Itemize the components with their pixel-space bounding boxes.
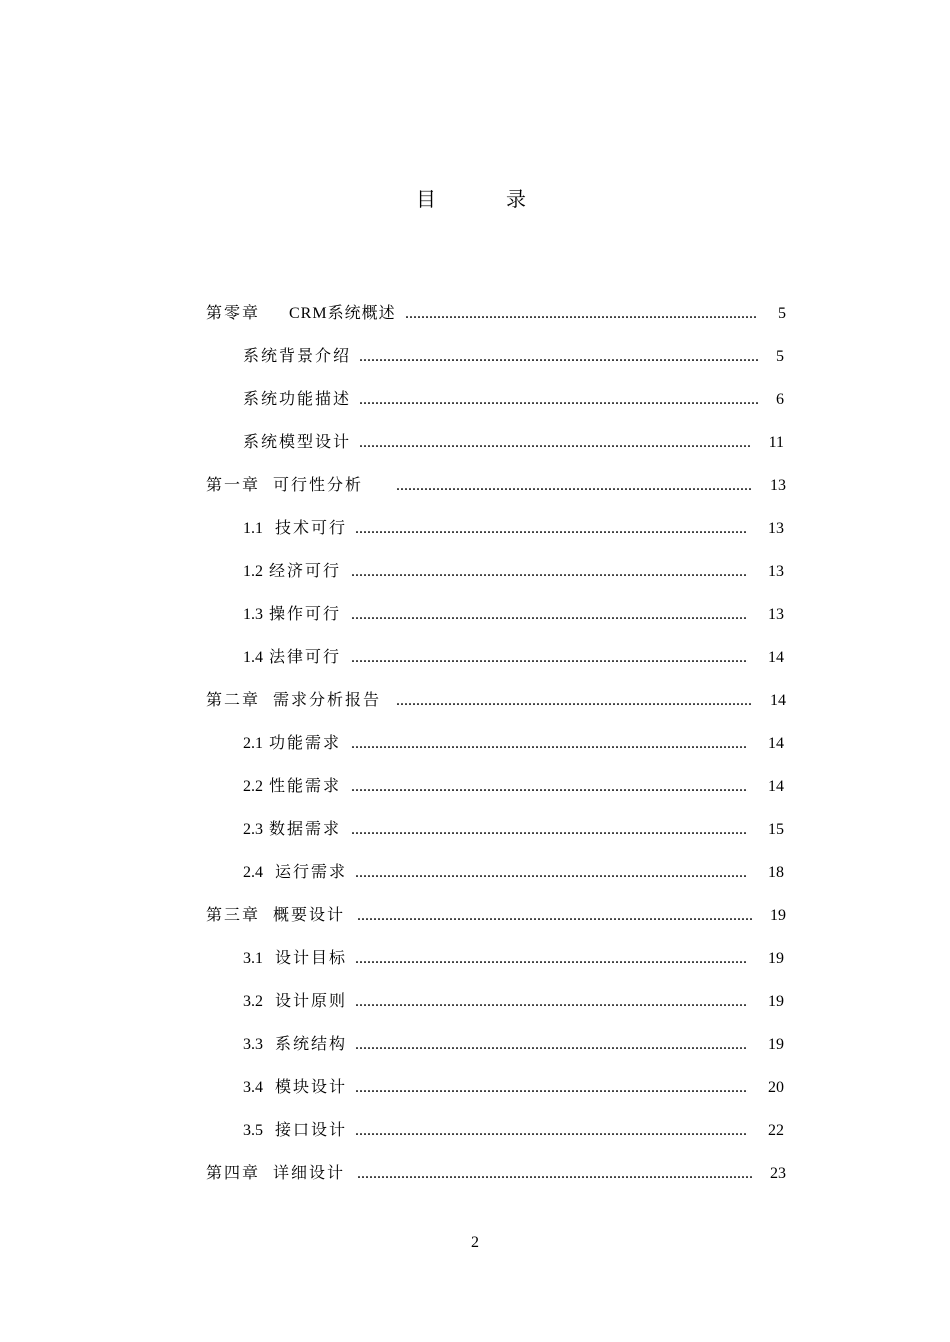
page-number: 22	[768, 1122, 784, 1139]
section-number: 3.3	[243, 1036, 263, 1053]
toc-entry-chapter[interactable]	[206, 905, 786, 927]
toc-entry-section[interactable]	[243, 561, 786, 583]
toc-entry-section[interactable]	[243, 862, 786, 884]
chapter-label: 第一章	[206, 477, 261, 494]
section-number: 2.2	[243, 778, 263, 795]
dot-leader: ...................................................................................................	[351, 778, 747, 795]
entry-title: 运行需求	[275, 864, 348, 881]
entry-title: 接口设计	[275, 1122, 348, 1139]
toc-entry-section[interactable]	[243, 647, 786, 669]
dot-leader: .........................................................................................	[396, 692, 752, 709]
dot-leader: ...................................................................................................	[357, 907, 753, 924]
dot-leader: ..................................................................................................	[355, 1122, 747, 1139]
chapter-label: 第三章	[206, 907, 261, 924]
dot-leader: ...................................................................................................	[351, 821, 747, 838]
page-number: 19	[768, 1036, 784, 1053]
toc-entry-chapter[interactable]	[206, 303, 786, 325]
section-number: 3.5	[243, 1122, 263, 1139]
page-number: 19	[768, 993, 784, 1010]
page-number: 14	[768, 735, 784, 752]
page-footer-number: 2	[471, 1234, 479, 1251]
section-number: 3.2	[243, 993, 263, 1010]
dot-leader: ...................................................................................................	[351, 735, 747, 752]
chapter-label: 第四章	[206, 1165, 261, 1182]
entry-title: 系统功能描述	[243, 391, 352, 408]
page-number: 14	[768, 649, 784, 666]
toc-entry-section[interactable]	[243, 1120, 786, 1142]
section-number: 2.3	[243, 821, 263, 838]
entry-title: 可行性分析	[273, 477, 364, 494]
toc-entry-chapter[interactable]	[206, 690, 786, 712]
dot-leader: ..................................................................................................	[355, 993, 747, 1010]
toc-entry-section[interactable]	[243, 991, 786, 1013]
section-number: 1.1	[243, 520, 263, 537]
page-number: 5	[778, 305, 786, 322]
section-number: 2.4	[243, 864, 263, 881]
toc-title	[0, 186, 950, 214]
entry-title: 系统背景介绍	[243, 348, 352, 365]
page-number: 20	[768, 1079, 784, 1096]
dot-leader: ........................................................................................	[405, 305, 757, 322]
toc-entry-section[interactable]	[243, 346, 786, 368]
toc-entry-section[interactable]	[243, 733, 786, 755]
page-number: 14	[770, 692, 786, 709]
page-number: 19	[770, 907, 786, 924]
page-number: 13	[768, 563, 784, 580]
dot-leader: ...................................................................................................	[351, 606, 747, 623]
toc-entry-section[interactable]	[243, 432, 786, 454]
toc-entry-section[interactable]	[243, 1077, 786, 1099]
entry-title: 性能需求	[269, 778, 342, 795]
page-number: 19	[768, 950, 784, 967]
section-number: 1.3	[243, 606, 263, 623]
page-number: 23	[770, 1165, 786, 1182]
page-number: 13	[768, 606, 784, 623]
dot-leader: ..................................................................................................	[355, 864, 747, 881]
dot-leader: ....................................................................................................	[359, 391, 759, 408]
entry-title: CRM系统概述	[289, 305, 396, 322]
section-number: 1.2	[243, 563, 263, 580]
entry-title: 设计目标	[275, 950, 348, 967]
page-number: 5	[776, 348, 784, 365]
page-number: 11	[768, 434, 784, 451]
section-number: 3.4	[243, 1079, 263, 1096]
entry-title: 概要设计	[273, 907, 346, 924]
page-number: 13	[770, 477, 786, 494]
dot-leader: ..................................................................................................	[355, 1079, 747, 1096]
entry-title: 操作可行	[269, 606, 342, 623]
dot-leader: ..................................................................................................	[355, 950, 747, 967]
chapter-label: 第二章	[206, 692, 261, 709]
entry-title: 法律可行	[269, 649, 342, 666]
toc-entry-section[interactable]	[243, 389, 786, 411]
page-number: 14	[768, 778, 784, 795]
toc-title-char-2: 录	[506, 189, 526, 211]
toc-entry-section[interactable]	[243, 604, 786, 626]
section-number: 3.1	[243, 950, 263, 967]
toc-entry-section[interactable]	[243, 518, 786, 540]
dot-leader: ....................................................................................................	[359, 348, 759, 365]
dot-leader: ..................................................................................................	[359, 434, 751, 451]
dot-leader: ...................................................................................................	[351, 563, 747, 580]
chapter-label: 第零章	[206, 305, 261, 322]
dot-leader: ..................................................................................................	[355, 520, 747, 537]
toc-entry-section[interactable]	[243, 776, 786, 798]
section-number: 1.4	[243, 649, 263, 666]
entry-title: 设计原则	[275, 993, 348, 1010]
toc-entry-chapter[interactable]	[206, 1163, 786, 1185]
toc-entry-chapter[interactable]	[206, 475, 786, 497]
page-number: 15	[768, 821, 784, 838]
dot-leader: ...................................................................................................	[351, 649, 747, 666]
dot-leader: ..................................................................................................	[355, 1036, 747, 1053]
entry-title: 经济可行	[269, 563, 342, 580]
toc-entry-section[interactable]	[243, 1034, 786, 1056]
toc-title-char-1: 目	[416, 189, 436, 211]
entry-title: 系统模型设计	[243, 434, 352, 451]
entry-title: 功能需求	[269, 735, 342, 752]
toc-entry-section[interactable]	[243, 819, 786, 841]
page-number: 6	[776, 391, 784, 408]
page-number: 18	[768, 864, 784, 881]
section-number: 2.1	[243, 735, 263, 752]
entry-title: 详细设计	[273, 1165, 346, 1182]
entry-title: 数据需求	[269, 821, 342, 838]
entry-title: 技术可行	[275, 520, 348, 537]
entry-title: 系统结构	[275, 1036, 348, 1053]
dot-leader: .........................................................................................	[396, 477, 752, 494]
toc-entry-section[interactable]	[243, 948, 786, 970]
dot-leader: ...................................................................................................	[357, 1165, 753, 1182]
entry-title: 需求分析报告	[273, 692, 382, 709]
page-number: 13	[768, 520, 784, 537]
entry-title: 模块设计	[275, 1079, 348, 1096]
